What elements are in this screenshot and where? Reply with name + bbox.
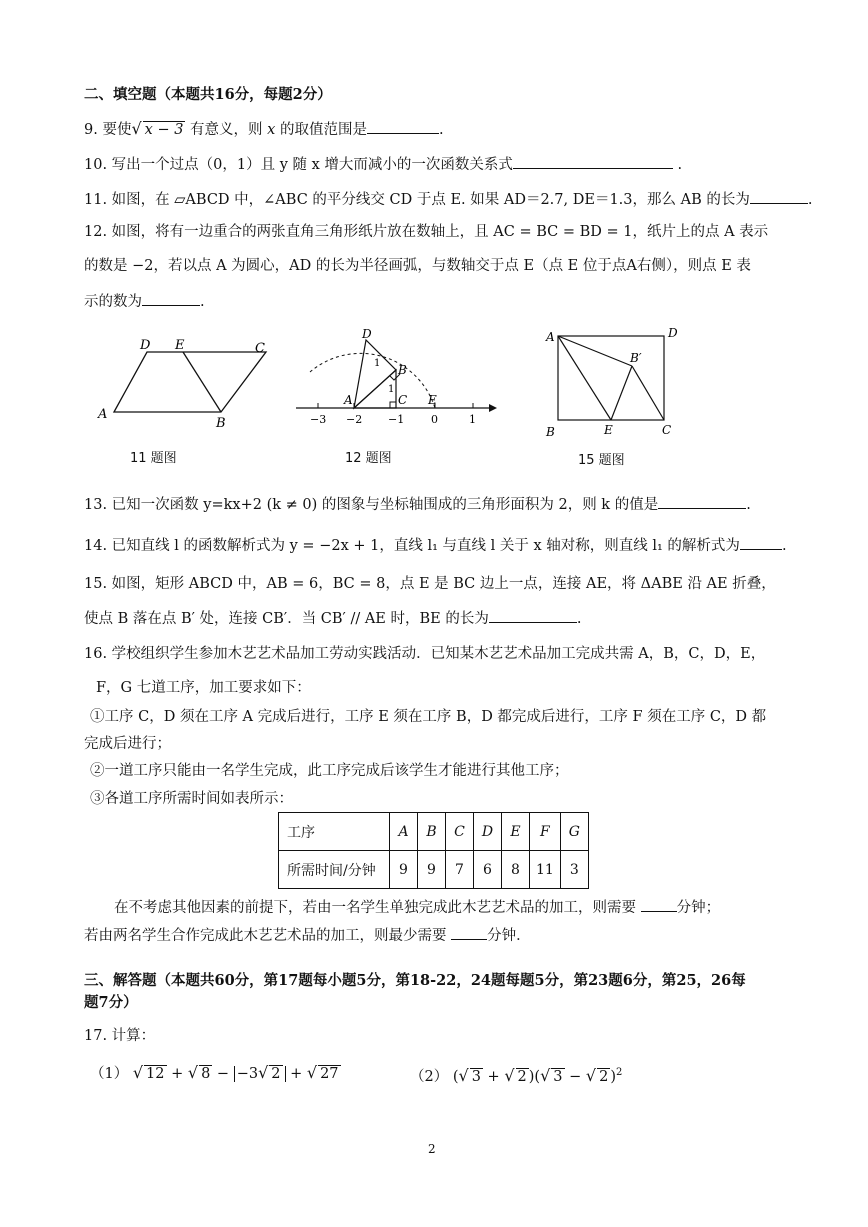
table-cell: 8 (502, 851, 530, 889)
label-b: B (398, 363, 407, 377)
figure-15-caption: 15 题图 (578, 453, 625, 468)
process-time-table (278, 812, 589, 889)
rectangle-abcd (558, 336, 664, 420)
bisector-be (183, 352, 221, 412)
question-16-ask2: 若由两名学生合作完成此木艺艺术品的加工，则最少需要 分钟． (84, 925, 531, 945)
table-cell: D (474, 813, 502, 851)
tick-label-neg2: −2 (346, 413, 363, 426)
figure-12-caption: 12 题图 (345, 451, 392, 466)
table-cell: G (560, 813, 588, 851)
table-cell: F (530, 813, 561, 851)
figure-15 (540, 322, 690, 440)
question-15-line1: 15. 如图，矩形 ABCD 中，AB = 6，BC = 8，点 E 是 BC 边上一点，连接 AE，将 ΔABE 沿 AE 折叠， (84, 576, 776, 592)
table-header-time: 所需时间/分钟 (279, 851, 390, 889)
section-2-title: 二、填空题（本题共16分，每题2分） (84, 86, 332, 103)
section-3-title-cont: 题7分） (84, 994, 138, 1011)
question-16-ask1: 在不考虑其他因素的前提下，若由一名学生单独完成此木艺艺术品的加工，则需要 分钟； (114, 897, 720, 917)
table-cell: 6 (474, 851, 502, 889)
figure-12 (290, 322, 505, 434)
label-d: D (362, 327, 372, 341)
label-b: B (546, 425, 555, 439)
question-15-line2: 使点 B 落在点 B′ 处，连接 CB′．当 CB′ // AE 时，BE 的长为 . (84, 608, 581, 628)
q16-answer-blank-1 (641, 897, 677, 912)
table-cell: C (446, 813, 474, 851)
question-12-line1: 12. 如图，将有一边重合的两张直角三角形纸片放在数轴上，且 AC = BC = BD = 1，纸片上的点 A 表示 (84, 224, 769, 240)
label-a: A (546, 330, 555, 344)
label-a: A (344, 393, 353, 407)
label-d: D (140, 338, 151, 353)
question-16-rule3: ③各道工序所需时间如表所示： (90, 791, 293, 807)
table-row (279, 851, 589, 889)
figure-11-caption: 11 题图 (130, 451, 177, 466)
tick-label-neg1: −1 (388, 413, 405, 426)
table-cell: E (502, 813, 530, 851)
question-16-line2: F，G 七道工序，加工要求如下： (96, 680, 311, 696)
q11-answer-blank (750, 189, 808, 204)
table-cell: A (390, 813, 418, 851)
question-16-rule2: ②一道工序只能由一名学生完成，此工序完成后该学生才能进行其他工序； (90, 763, 569, 779)
label-e: E (428, 393, 437, 407)
question-13: 13. 已知一次函数 y=kx+2 (k ≠ 0) 的图象与坐标轴围成的三角形面积为 2，则 k 的值是 . (84, 494, 751, 514)
label-c: C (662, 423, 672, 437)
label-c: C (255, 341, 265, 356)
segment-ab-prime (558, 336, 632, 366)
tick-label-0: 0 (431, 413, 438, 426)
q9-answer-blank (367, 119, 439, 134)
question-12-line3: 示的数为 . (84, 291, 205, 311)
question-17-title: 17. 计算： (84, 1028, 156, 1044)
question-9: 9. 要使√ x − 3 有意义，则 x 的取值范围是 . (84, 119, 444, 138)
q9-radicand: x − 3 (144, 122, 184, 138)
number-line-arrow (489, 404, 497, 412)
q12-answer-blank (142, 291, 200, 306)
question-14: 14. 已知直线 l 的函数解析式为 y = −2x + 1，直线 l₁ 与直线 l 关于 x 轴对称，则直线 l₁ 的解析式为 . (84, 535, 787, 555)
question-16-rule1: ①工序 C，D 须在工序 A 完成后进行，工序 E 须在工序 B，D 都完成后进行，工序 F 须在工序 C，D 都 (90, 709, 767, 725)
label-d: D (668, 326, 678, 340)
question-10: 10. 写出一个过点（0，1）且 y 随 x 增大而减小的一次函数关系式 . (84, 154, 682, 174)
right-angle-c (390, 402, 396, 408)
question-17-part2: （2） (√ 3 + √ 2 )(√ 3 − √ 2 )$^2$ (410, 1065, 623, 1085)
parallelogram-abcd (114, 352, 266, 412)
arc-from-a (310, 353, 435, 408)
question-11: 11. 如图，在 ▱ABCD 中，∠ABC 的平分线交 CD 于点 E. 如果 AD＝2.7, DE＝1.3，那么 AB 的长为 . (84, 189, 812, 209)
table-header-step: 工序 (279, 813, 390, 851)
label-bd-length: 1 (374, 358, 381, 369)
table-row (279, 813, 589, 851)
question-16-rule1-cont: 完成后进行； (84, 736, 171, 752)
label-e: E (175, 338, 185, 353)
question-16-line1: 16. 学校组织学生参加木艺艺术品加工劳动实践活动．已知某木艺艺术品加工完成共需 A，B，C，D，E， (84, 646, 766, 662)
segment-cb-prime (632, 366, 664, 420)
table-cell: 9 (390, 851, 418, 889)
table-cell: 11 (530, 851, 561, 889)
q10-answer-blank (513, 154, 673, 169)
tick-label-neg3: −3 (310, 413, 327, 426)
question-17-part1: （1） √ 12 + √ 8 − −3√ 2 + √ 27 (90, 1063, 339, 1082)
label-bc-length: 1 (388, 384, 395, 395)
label-a: A (98, 407, 108, 422)
question-12-line2: 的数是 −2，若以点 A 为圆心，AD 的长为半径画弧，与数轴交于点 E（点 E 位于点A右侧），则点 E 表 (84, 258, 751, 274)
q15-answer-blank (489, 608, 577, 623)
triangle-abd (354, 340, 396, 408)
q14-answer-blank (740, 535, 782, 550)
table-cell: 3 (560, 851, 588, 889)
label-e: E (604, 423, 613, 437)
table-cell: 7 (446, 851, 474, 889)
label-c: C (398, 393, 408, 407)
segment-ae (558, 336, 611, 420)
tick-label-1: 1 (469, 413, 476, 426)
label-b-prime: B′ (630, 351, 642, 365)
q13-answer-blank (658, 494, 746, 509)
figure-11 (90, 335, 280, 435)
segment-eb-prime (611, 366, 632, 420)
section-3-title: 三、解答题（本题共60分，第17题每小题5分，第18-22，24题每题5分，第23题6分，第25，26每 (84, 972, 746, 989)
table-cell: B (418, 813, 446, 851)
q16-answer-blank-2 (451, 925, 487, 940)
page-number: 2 (428, 1142, 436, 1156)
label-b: B (216, 416, 226, 431)
table-cell: 9 (418, 851, 446, 889)
